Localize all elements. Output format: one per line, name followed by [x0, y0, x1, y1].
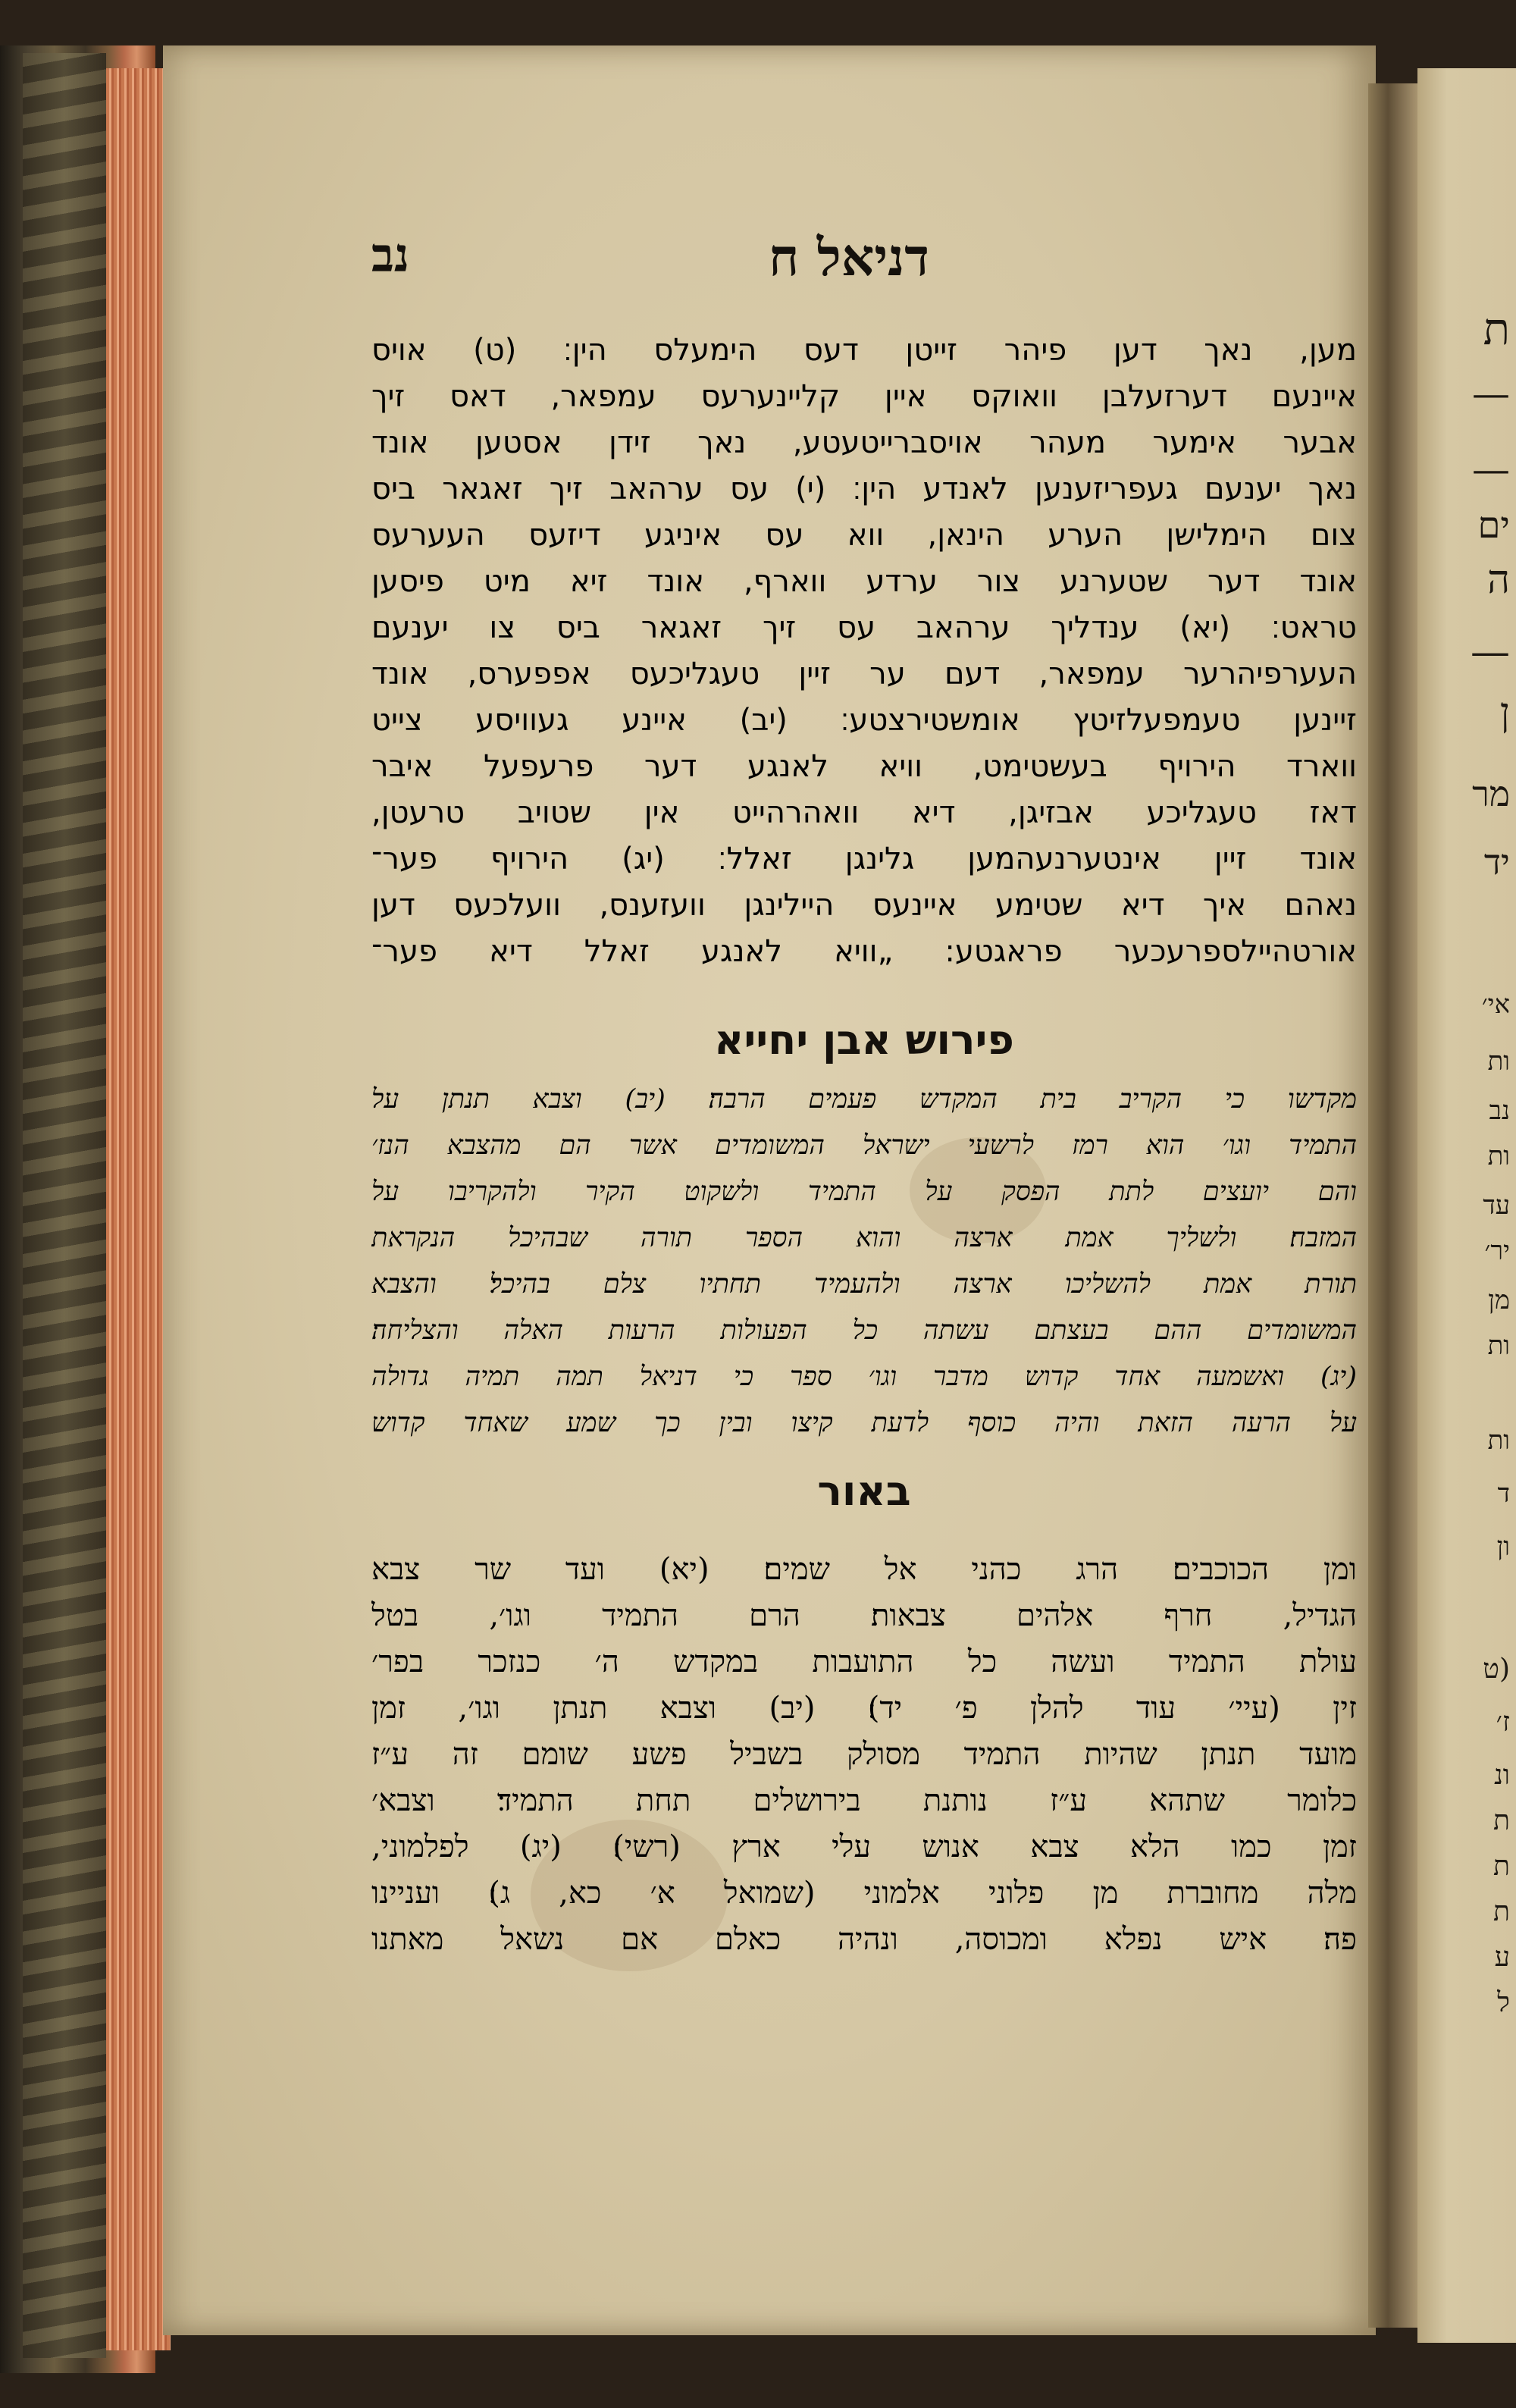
facing-text: —	[1472, 447, 1510, 491]
text-line: המזבח׃ ולשליך אמת ארצה והוא הספר תורה שבהיכל הנקראת	[371, 1223, 1357, 1253]
facing-text: ות	[1487, 1141, 1510, 1171]
page-number: נב	[371, 227, 410, 283]
facing-text: ע	[1494, 1942, 1510, 1973]
running-header	[371, 227, 1357, 311]
text-line: ומן הכוכבים׃ הרג כהני אל שמים׃ (יא) ועד שר צבא	[371, 1552, 1357, 1587]
facing-text: ה	[1487, 557, 1510, 603]
text-line: זין (עיי׳ עוד להלן פ׳ יד)׃ (יב) וצבא תנתן וגו׳, זמן	[371, 1691, 1357, 1726]
facing-text: ות	[1487, 1425, 1510, 1456]
text-line: אונד זיין אינטערנעהמען גלינגן זאלל׃ (יג) הירויף פער־	[371, 842, 1357, 876]
facing-text: מן	[1488, 1285, 1510, 1315]
facing-text: יר׳	[1484, 1236, 1510, 1266]
text-line: התמיד וגו׳ הוא רמז לרשעי ישראל המשומדים אשר הם מהצבא הנז׳	[371, 1130, 1357, 1161]
facing-text: ל	[1497, 1987, 1510, 2018]
text-line: כלומר שתהא ע״ז נותנת בירושלים תחת התמיד׃ וצבא׳	[371, 1783, 1357, 1818]
text-line: זמן כמו הלא צבא אנוש עלי ארץ (רשי)׃ (יג) לפלמוני,	[371, 1830, 1357, 1864]
page-edges	[106, 68, 171, 2350]
text-line: נאך יענעם געפריזענען לאנדע הין׃ (י) עס ערהאב זיך זאגאר ביס	[371, 472, 1357, 506]
section-title-beur: באור	[817, 1467, 911, 1515]
text-line: המשומדים ההם בעצתם עשתה כל הפעולות הרעות האלה והצליחה׃	[371, 1315, 1357, 1346]
text-line: תורת אמת להשליכו ארצה ולהעמיד תחתיו צלם בהיכל׃ והצבא	[371, 1269, 1357, 1300]
text-line: אורטהיילספרעכער פראגטע: „וויא לאנגע זאלל דיא פער־	[371, 934, 1357, 969]
marbled-cover	[23, 53, 106, 2358]
facing-text: יד	[1483, 842, 1510, 883]
text-line: דאז טעגליכע אבזיגן, דיא וואהרהייט אין שטויב טרעטן,	[371, 795, 1357, 830]
text-line: מקדשו כי הקריב בית המקדש פעמים הרבה׃ (יב) וצבא תנתן על	[371, 1084, 1357, 1115]
facing-text: —	[1472, 372, 1510, 415]
facing-text: ונ	[1494, 1760, 1510, 1791]
text-line: (יג) ואשמעה אחד קדוש מדבר וגו׳ ספר כי דניאל תמה תמיה גדולה	[371, 1362, 1357, 1392]
facing-text: ות	[1487, 1331, 1510, 1361]
text-line: העערפיהרער עמפאר, דעם ער זיין טעגליכעס אפפערס, אונד	[371, 657, 1357, 691]
facing-text: —	[1471, 629, 1510, 675]
text-line: ווארד הירויף בעשטימט, וויא לאנגע דער פרעפעל איבר	[371, 749, 1357, 784]
text-line: הגדיל, חרף אלהים צבאות׃ הרם התמיד וגו׳, בטל	[371, 1598, 1357, 1633]
facing-text: ת	[1493, 1805, 1510, 1836]
facing-text: ן	[1499, 690, 1510, 735]
text-line: צום הימלישן הערע הינאן, ווא עס איניגע דיזעס העערעס	[371, 518, 1357, 553]
text-line: מלה מחוברת מן פלוני אלמוני (שמואל א׳ כא, ג)׃ ועניינו	[371, 1876, 1357, 1911]
ibn-yahya-commentary	[371, 1077, 1357, 1447]
book-gutter	[1368, 83, 1417, 2328]
text-line: על הרעה הזאת והיה כוסף לדעת קיצו ובין כך שמע שאחד קדוש	[371, 1408, 1357, 1438]
beur-commentary	[371, 1547, 1357, 1963]
text-line: והם יועצים לתת הפסק על התמיד ולשקוט הקיר ולהקריבו על	[371, 1177, 1357, 1207]
facing-text: ים	[1477, 504, 1510, 547]
text-line: מועד תנתן שהיות התמיד מסולק בשביל פשע שומם זה ע״ז	[371, 1737, 1357, 1772]
text-line: אבער אימער מעהר אויסברייטעטע, נאך זידן אסטען אונד	[371, 425, 1357, 460]
text-line: טראט׃ (יא) ענדליך ערהאב עס זיך זאגאר ביס צו יענעם	[371, 610, 1357, 645]
text-line: עולת התמיד ועשה כל התועבות במקדש ה׳ כנזכר בפר׳	[371, 1645, 1357, 1679]
section-title-ibn-yahya: פירוש אבן יחייא	[714, 1016, 1014, 1064]
text-line: פה׃ איש נפלא ומכוסה, ונהיה כאלם אם נשאל מאתנו	[371, 1922, 1357, 1957]
facing-text: ת	[1493, 1896, 1510, 1927]
text-line: מען, נאך דען פיהר זייטן דעס הימעלס הין׃ (ט) אויס	[371, 333, 1357, 368]
facing-text: עד	[1483, 1190, 1510, 1221]
text-line: איינעם דערזעלבן וואוקס איין קליינערעס עמפאר, דאס זיך	[371, 379, 1357, 414]
text-line: אונד דער שטערנע צור ערדע ווארף, אונד זיא מיט פיסען	[371, 564, 1357, 599]
page-title: דניאל ח	[768, 227, 930, 288]
yiddish-translation	[371, 328, 1357, 975]
facing-text: ות	[1487, 1046, 1510, 1077]
facing-text: ז׳	[1496, 1707, 1510, 1738]
facing-text: ת	[1493, 1851, 1510, 1882]
text-line: זיינען טעמפעלזיטץ אומשטירצטע׃ (יב) איינע געוויסע צייט	[371, 703, 1357, 738]
facing-text: ת	[1483, 303, 1510, 355]
facing-text: ד	[1497, 1478, 1510, 1509]
facing-text: אי׳	[1481, 989, 1510, 1020]
facing-page-fragment	[1417, 68, 1516, 2343]
facing-text: ון	[1496, 1532, 1510, 1562]
text-line: נאהם איך דיא שטימע איינעס היילינגן וועזענס, וועלכעס דען	[371, 888, 1357, 923]
facing-text: מר	[1472, 773, 1510, 814]
facing-text: נב	[1489, 1096, 1510, 1126]
facing-text: (ט	[1483, 1654, 1510, 1685]
